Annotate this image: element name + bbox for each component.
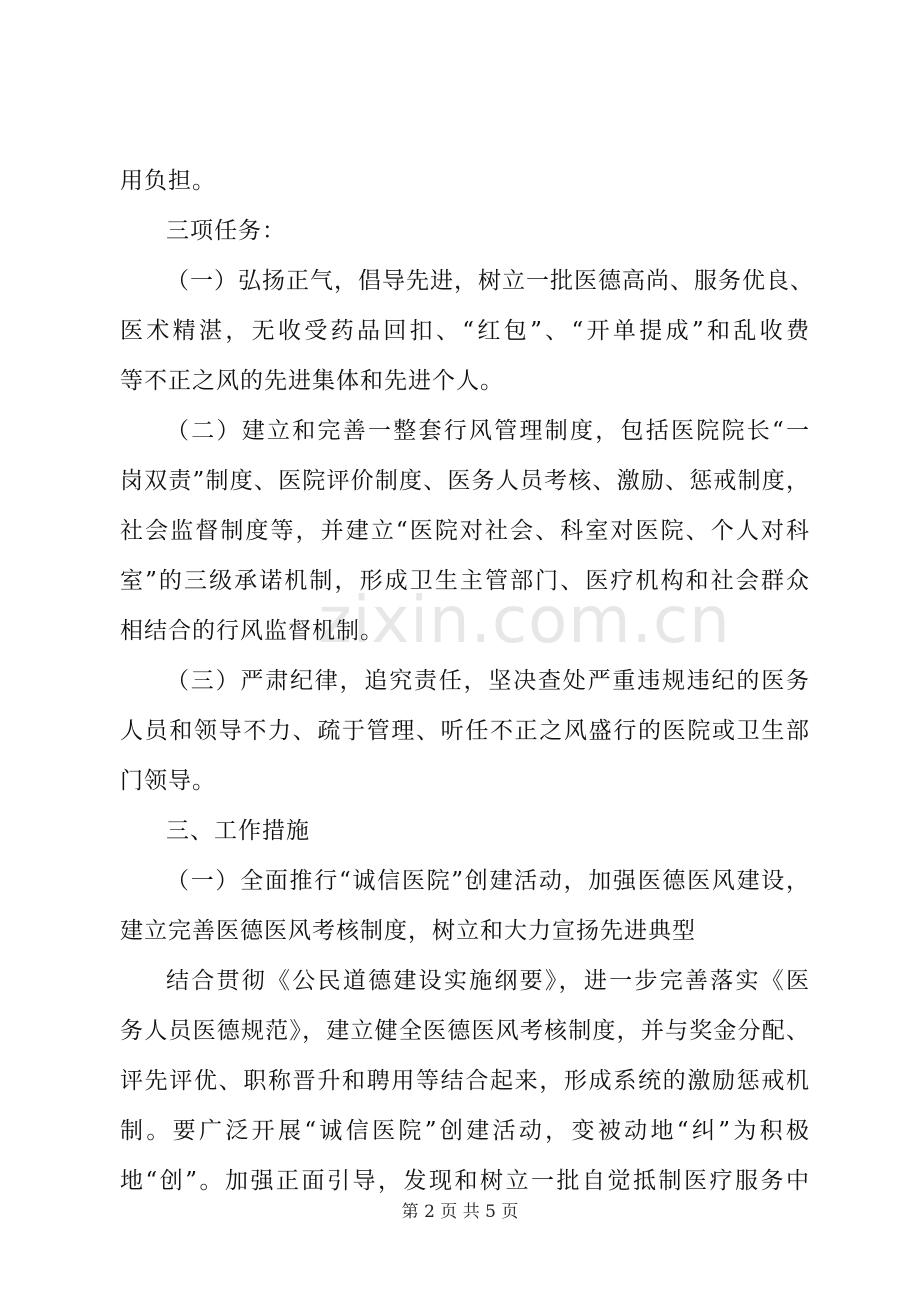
text-line: （三）严肃纪律，追究责任，坚决查处严重违规违纪的医务 <box>166 668 810 694</box>
text-line: 门领导。 <box>120 768 216 794</box>
text-line: （二）建立和完善一整套行风管理制度，包括医院院长“一 <box>166 418 810 444</box>
text-line: 制。要广泛开展“诚信医院”创建活动，变被动地“纠”为积极 <box>120 1118 810 1144</box>
text-line: 相结合的行风监督机制。 <box>120 618 384 644</box>
text-line: 岗双责”制度、医院评价制度、医务人员考核、激励、惩戒制度， <box>120 468 810 494</box>
text-line: 务人员医德规范》，建立健全医德医风考核制度，并与奖金分配、 <box>120 1018 810 1044</box>
text-line: 人员和领导不力、疏于管理、听任不正之风盛行的医院或卫生部 <box>120 718 810 744</box>
text-line: 等不正之风的先进集体和先进个人。 <box>120 368 504 394</box>
section-heading: 三、工作措施 <box>166 818 310 844</box>
watermark: zixin.com.cn <box>318 584 731 658</box>
text-line: 建立完善医德医风考核制度，树立和大力宣扬先进典型 <box>120 918 696 944</box>
text-line: （一）弘扬正气，倡导先进，树立一批医德高尚、服务优良、 <box>166 268 814 294</box>
text-line: （一）全面推行“诚信医院”创建活动，加强医德医风建设， <box>166 868 810 894</box>
text-line: 三项任务： <box>166 218 286 244</box>
text-line: 医术精湛，无收受药品回扣、“红包”、“开单提成”和乱收费 <box>120 318 810 344</box>
text-line: 社会监督制度等，并建立“医院对社会、科室对医院、个人对科 <box>120 518 810 544</box>
text-line: 用负担。 <box>120 168 216 194</box>
text-line: 评先评优、职称晋升和聘用等结合起来，形成系统的激励惩戒机 <box>120 1068 810 1094</box>
text-line: 地“创”。加强正面引导，发现和树立一批自觉抵制医疗服务中 <box>120 1168 810 1194</box>
page-footer: 第 2 页 共 5 页 <box>401 1202 519 1222</box>
text-line: 结合贯彻《公民道德建设实施纲要》，进一步完善落实《医 <box>166 968 810 994</box>
text-line: 室”的三级承诺机制，形成卫生主管部门、医疗机构和社会群众 <box>120 568 810 594</box>
